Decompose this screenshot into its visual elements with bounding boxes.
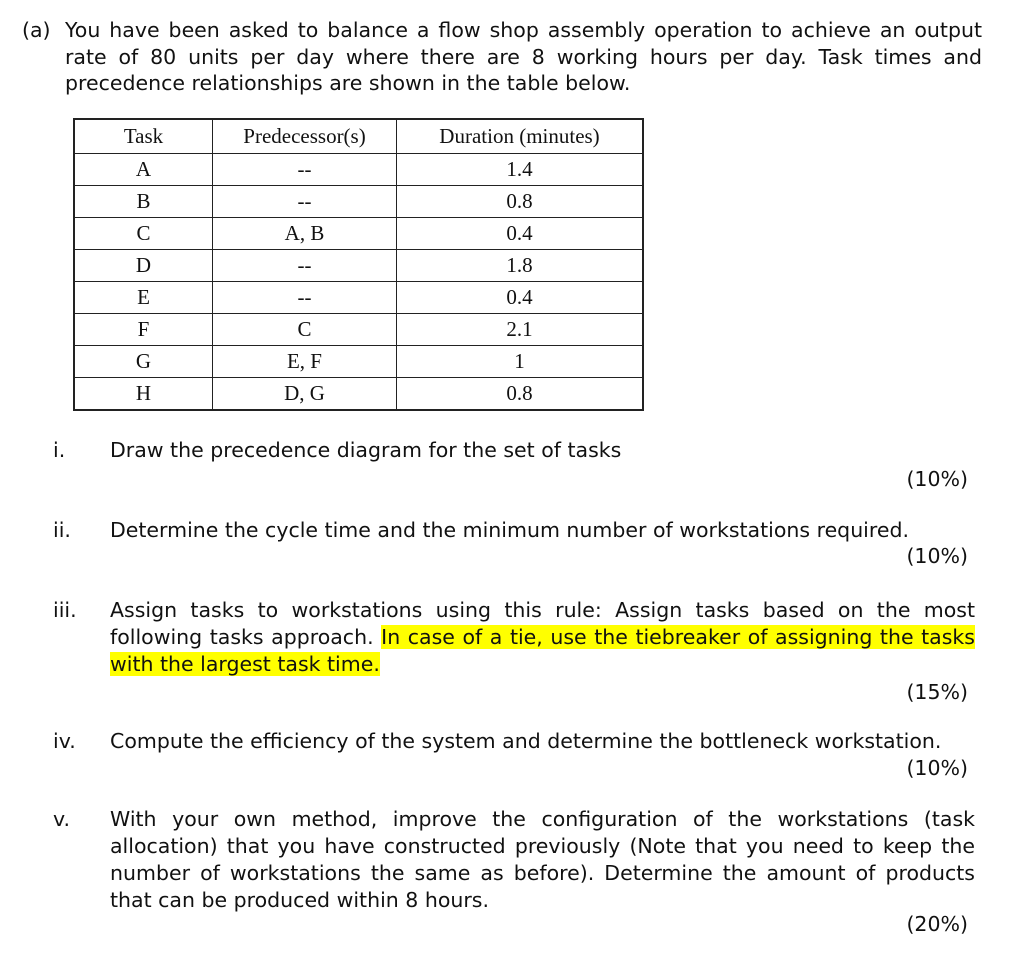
table-row xyxy=(74,282,643,314)
question-mark: (20%) xyxy=(906,912,968,936)
cell-duration: 1 xyxy=(397,346,644,378)
question-main-text: Assign tasks to workstations using this rule: Assign tasks based on the most following tasks approach. xyxy=(110,598,975,649)
table-row xyxy=(74,154,643,186)
cell-task: E xyxy=(74,282,213,314)
task-table xyxy=(73,118,644,411)
question-text: Determine the cycle time and the minimum number of workstations required. xyxy=(110,518,909,542)
cell-predecessors: E, F xyxy=(213,346,397,378)
cell-predecessors: -- xyxy=(213,186,397,218)
question-text: Compute the efficiency of the system and determine the bottleneck workstation. xyxy=(110,729,942,753)
cell-predecessors: -- xyxy=(213,154,397,186)
question-mark: (10%) xyxy=(906,544,968,568)
question-text xyxy=(110,597,975,678)
cell-duration: 2.1 xyxy=(397,314,644,346)
intro-text: You have been asked to balance a flow shop assembly operation to achieve an output rate of 80 units per day where there are 8 working hours per day. Task times and precedence relationships are shown in the table below. xyxy=(65,18,982,95)
question-mark: (15%) xyxy=(906,680,968,704)
table-row xyxy=(74,250,643,282)
cell-task: D xyxy=(74,250,213,282)
question-number: ii. xyxy=(53,518,71,542)
question-number: iii. xyxy=(53,598,77,622)
table-row xyxy=(74,346,643,378)
cell-duration: 0.8 xyxy=(397,378,644,411)
table-row xyxy=(74,218,643,250)
cell-predecessors: D, G xyxy=(213,378,397,411)
cell-predecessors: C xyxy=(213,314,397,346)
cell-duration: 0.4 xyxy=(397,282,644,314)
header-task: Task xyxy=(74,119,213,154)
question-number: v. xyxy=(53,807,71,831)
header-duration: Duration (minutes) xyxy=(397,119,644,154)
table-header-row xyxy=(74,119,643,154)
question-number: iv. xyxy=(53,729,76,753)
intro-paragraph xyxy=(22,17,982,97)
cell-task: F xyxy=(74,314,213,346)
cell-duration: 1.8 xyxy=(397,250,644,282)
cell-predecessors: -- xyxy=(213,250,397,282)
highlighted-text: In case of a tie, use the tiebreaker of assigning the tasks with the largest task time. xyxy=(110,625,975,676)
table-row xyxy=(74,314,643,346)
table-row xyxy=(74,378,643,411)
cell-duration: 0.4 xyxy=(397,218,644,250)
cell-task: H xyxy=(74,378,213,411)
table-row xyxy=(74,186,643,218)
question-mark: (10%) xyxy=(906,756,968,780)
cell-task: G xyxy=(74,346,213,378)
cell-predecessors: -- xyxy=(213,282,397,314)
part-label: (a) xyxy=(22,18,51,42)
question-text: Draw the precedence diagram for the set of tasks xyxy=(110,438,622,462)
cell-task: C xyxy=(74,218,213,250)
question-mark: (10%) xyxy=(906,467,968,491)
question-text: With your own method, improve the configuration of the workstations (task allocation) that you have constructed previously (Note that you need to keep the number of workstations the same as before). Determine the amount of products that can be produced within 8 hours. xyxy=(110,807,975,912)
cell-predecessors: A, B xyxy=(213,218,397,250)
cell-task: B xyxy=(74,186,213,218)
header-predecessors: Predecessor(s) xyxy=(213,119,397,154)
cell-task: A xyxy=(74,154,213,186)
cell-duration: 1.4 xyxy=(397,154,644,186)
question-number: i. xyxy=(53,438,66,462)
cell-duration: 0.8 xyxy=(397,186,644,218)
